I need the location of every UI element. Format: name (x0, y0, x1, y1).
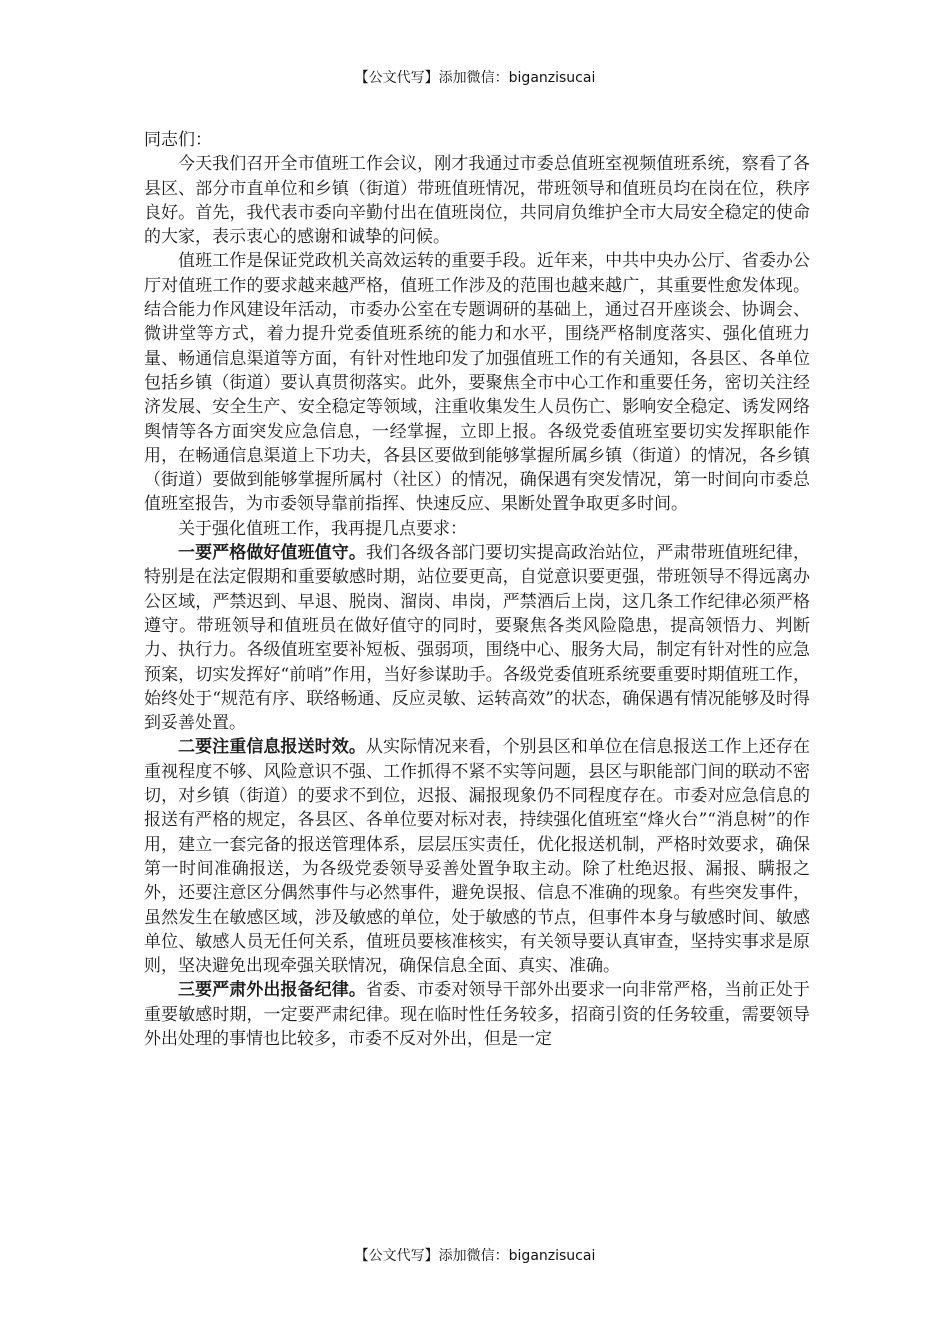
paragraph-lead: 三要严肃外出报备纪律。 (178, 980, 366, 1001)
paragraph-lead: 一要严格做好值班值守。 (178, 543, 366, 564)
document-body (144, 128, 810, 1051)
paragraph-text: 值班工作是保证党政机关高效运转的重要手段。近年来，中共中央办公厅、省委办公厅对值班工作的要求越来越严格，值班工作涉及的范围也越来越广，其重要性愈发体现。结合能力作风建设年活动，市委办公室在专题调研的基础上，通过召开座谈会、协调会、微讲堂等方式，着力提升党委值班系统的能力和水平，围绕严格制度落实、强化值班力量、畅通信息渠道等方面，有针对性地印发了加强值班工作的有关通知，各县区、各单位包括乡镇（街道）要认真贯彻落实。此外，要聚焦全市中心工作和重要任务，密切关注经济发展、安全生产、安全稳定等领域，注重收集发生人员伤亡、影响安全稳定、诱发网络舆情等各方面突发应急信息，一经掌握，立即上报。各级党委值班室要切实发挥职能作用，在畅通信息渠道上下功夫，各县区要做到能够掌握所属乡镇（街道）的情况，各乡镇（街道）要做到能够掌握所属村（社区）的情况，确保遇有突发情况，第一时间向市委总值班室报告，为市委领导靠前指挥、快速反应、果断处置争取更多时间。 (144, 251, 810, 515)
page-header (0, 67, 950, 87)
header-text: 【公文代写】添加微信：biganzisucai (354, 70, 596, 86)
paragraph-lead: 二要注重信息报送时效。 (178, 737, 366, 758)
salutation: 同志们： (144, 130, 212, 150)
paragraph-importance (144, 249, 810, 516)
paragraph-opening (144, 152, 810, 249)
footer-text: 【公文代写】添加微信：biganzisucai (354, 1248, 596, 1264)
paragraph-text: 从实际情况来看，个别县区和单位在信息报送工作上还存在重视程度不够、风险意识不强、工作抓得不紧不实等问题，县区与职能部门间的联动不密切，对乡镇（街道）的要求不到位，迟报、漏报现象仍不同程度存在。市委对应急信息的报送有严格的规定，各县区、各单位要对标对表，持续强化值班室“烽火台”“消息树”的作用，建立一套完备的报送管理体系，层层压实责任，优化报送机制，严格时效要求，确保第一时间准确报送，为各级党委领导妥善处置争取主动。除了杜绝迟报、漏报、瞒报之外，还要注意区分偶然事件与必然事件，避免误报、信息不准确的现象。有些突发事件，虽然发生在敏感区域，涉及敏感的单位，处于敏感的节点，但事件本身与敏感时间、敏感单位、敏感人员无任何关系，值班员要核准核实，有关领导要认真审查，坚持实事求是原则，坚决避免出现牵强关联情况，确保信息全面、真实、准确。 (144, 737, 811, 977)
paragraph-requirement-2 (144, 735, 810, 978)
paragraph-text: 省委、市委对领导干部外出要求一向非常严格，当前正处于重要敏感时期，一定要严肃纪律。现在临时性任务较多，招商引资的任务较重，需要领导外出处理的事情也比较多，市委不反对外出，但是一定 (144, 980, 811, 1049)
paragraph-requirement-3 (144, 978, 810, 1051)
paragraph-requirement-1 (144, 541, 810, 735)
paragraph-text: 我们各级各部门要切实提高政治站位，严肃带班值班纪律，特别是在法定假期和重要敏感时期，站位要更高，自觉意识要更强，带班领导不得远离办公区域，严禁迟到、早退、脱岗、溜岗、串岗，严禁酒后上岗，这几条工作纪律必须严格遵守。带班领导和值班员在做好值守的同时，要聚焦各类风险隐患，提高领悟力、判断力、执行力。各级值班室要补短板、强弱项，围绕中心、服务大局，制定有针对性的应急预案，切实发挥好“前哨”作用，当好参谋助手。各级党委值班系统要重要时期值班工作，始终处于“规范有序、联络畅通、反应灵敏、运转高效”的状态，确保遇有情况能够及时得到妥善处置。 (144, 543, 811, 734)
paragraph-text: 今天我们召开全市值班工作会议，刚才我通过市委总值班室视频值班系统，察看了各县区、部分市直单位和乡镇（街道）带班值班情况，带班领导和值班员均在岗在位，秩序良好。首先，我代表市委向辛勤付出在值班岗位，共同肩负维护全市大局安全稳定的使命的大家，表示衷心的感谢和诚挚的问候。 (144, 154, 810, 248)
paragraph-requirements-intro (144, 517, 810, 541)
page-footer (0, 1245, 950, 1265)
paragraph-text: 关于强化值班工作，我再提几点要求： (178, 518, 467, 539)
